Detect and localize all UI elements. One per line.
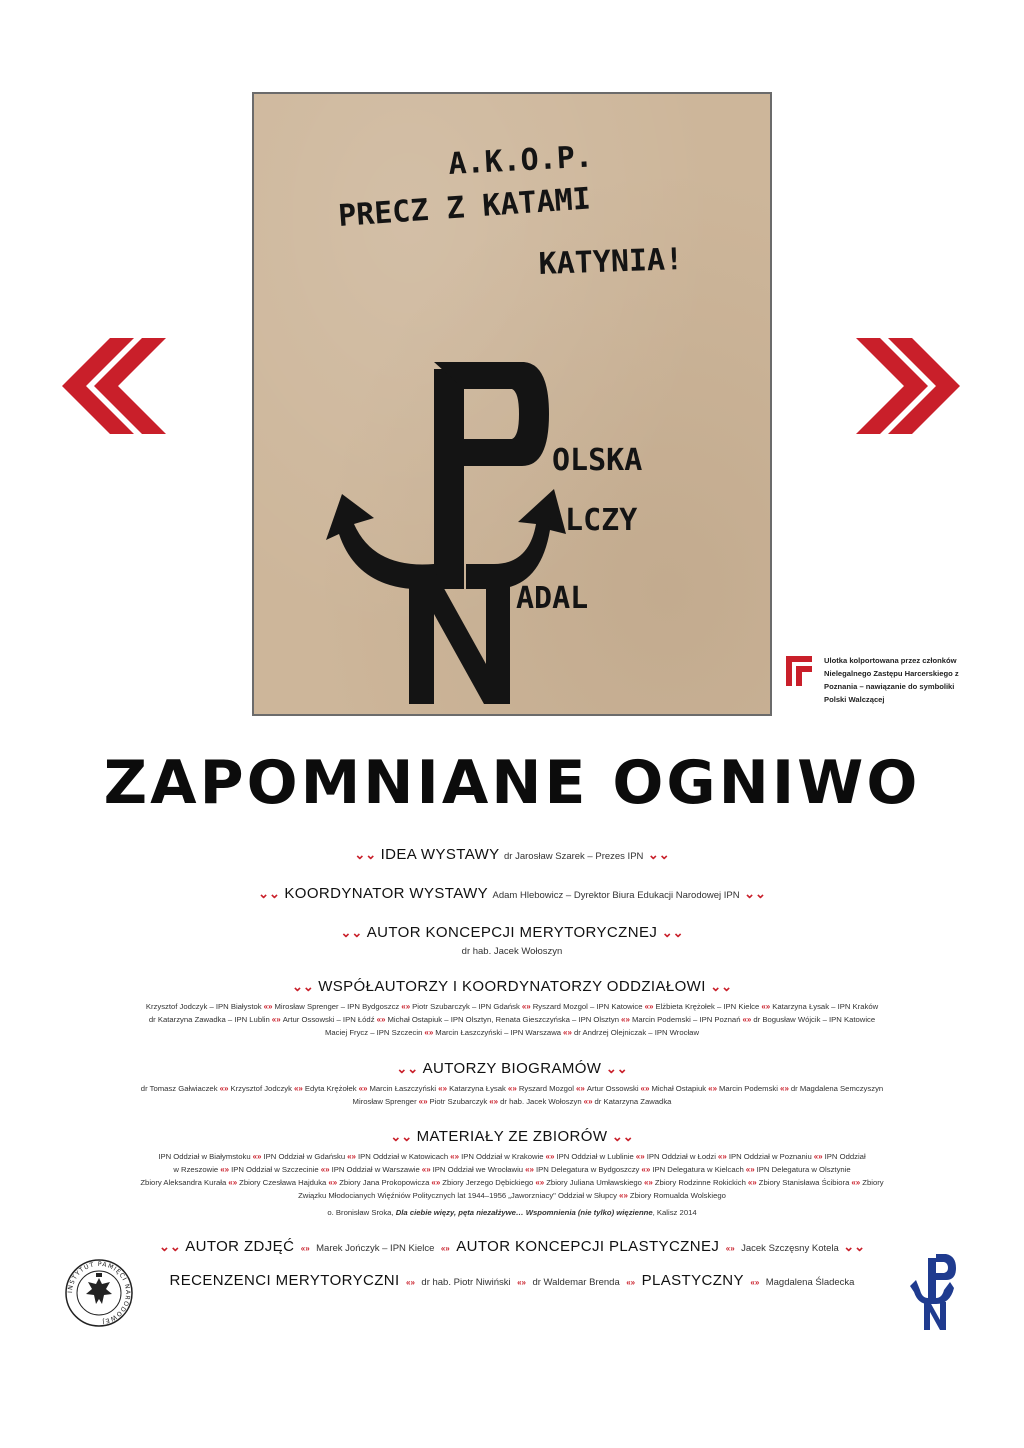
credit-label: KOORDYNATOR WYSTAWY bbox=[284, 885, 489, 902]
credit-value: dr hab. Jacek Wołoszyn bbox=[461, 946, 563, 957]
credit-value: Magdalena Śladecka bbox=[765, 1277, 855, 1288]
credit-list-item: dr Katarzyna Zawadka bbox=[594, 1097, 672, 1106]
credit-list-line bbox=[60, 1176, 964, 1189]
credits-block bbox=[60, 978, 964, 1039]
credit-label: AUTOR KONCEPCJI MERYTORYCZNEJ bbox=[366, 924, 658, 941]
credit-value: Marek Jończyk – IPN Kielce bbox=[316, 1243, 435, 1254]
credit-value: Jacek Szczęsny Kotela bbox=[741, 1243, 839, 1254]
credit-list-item: Katarzyna Łysak bbox=[449, 1084, 506, 1093]
credit-label: WSPÓŁAUTORZY I KOORDYNATORZY ODDZIAŁOWI bbox=[318, 978, 706, 995]
double-chevron-right-icon bbox=[856, 338, 960, 434]
double-angle-separator-icon: «» bbox=[619, 1191, 628, 1200]
double-angle-separator-icon: «» bbox=[742, 1015, 752, 1024]
credit-list-line bbox=[60, 1163, 964, 1176]
double-angle-separator-icon: «» bbox=[431, 1178, 441, 1187]
credit-value: dr Jarosław Szarek – Prezes IPN bbox=[504, 851, 644, 862]
double-angle-separator-icon: «» bbox=[813, 1152, 823, 1161]
credit-list-item: IPN Delegatura w Bydgoszczy bbox=[536, 1165, 640, 1174]
credit-list-item: dr Bogusław Wójcik – IPN Katowice bbox=[753, 1015, 876, 1024]
chevron-down-icon: ⌄⌄ bbox=[744, 886, 766, 901]
double-angle-separator-icon: «» bbox=[219, 1084, 229, 1093]
credit-list-item: Zbiory Rodzinne Rokickich bbox=[654, 1178, 746, 1187]
leaflet-image bbox=[252, 92, 772, 716]
double-angle-separator-icon: «» bbox=[725, 1244, 735, 1253]
chevron-down-icon: ⌄⌄ bbox=[340, 925, 363, 940]
double-angle-separator-icon: «» bbox=[418, 1097, 428, 1106]
double-angle-separator-icon: «» bbox=[438, 1084, 448, 1093]
leaflet-header-line: KATYNIA! bbox=[538, 241, 684, 282]
biographies-list bbox=[60, 1082, 964, 1108]
credit-list-item: IPN Oddział w Gdańsku bbox=[263, 1152, 346, 1161]
previous-button[interactable] bbox=[62, 338, 166, 434]
credit-list-item: dr Andrzej Olejniczak – IPN Wrocław bbox=[573, 1028, 699, 1037]
double-angle-separator-icon: «» bbox=[293, 1084, 303, 1093]
credit-list-item: Zbiory Aleksandra Kurała bbox=[140, 1178, 227, 1187]
double-angle-separator-icon: «» bbox=[545, 1152, 555, 1161]
credit-list-item: Zbiory Juliana Umławskiego bbox=[546, 1178, 642, 1187]
credit-list-item: dr Katarzyna Zawadka – IPN Lublin bbox=[148, 1015, 270, 1024]
double-angle-separator-icon: «» bbox=[440, 1244, 450, 1253]
credit-list-item: Michał Ostapiuk bbox=[651, 1084, 707, 1093]
credit-list-item: Mirosław Sprenger bbox=[352, 1097, 417, 1106]
credit-list-item: Marcin Łaszczyński – IPN Warszawa bbox=[435, 1028, 562, 1037]
credit-list-item: Związku Młodocianych Więźniów Politycznych lat 1944–1956 „Jaworzniacy" Oddział w Słupcy bbox=[298, 1191, 617, 1200]
credit-list-item: Piotr Szubarczyk – IPN Gdańsk bbox=[412, 1002, 520, 1011]
credit-list-item: IPN Oddział w Szczecinie bbox=[231, 1165, 319, 1174]
double-angle-separator-icon: «» bbox=[252, 1152, 262, 1161]
credit-list-item: IPN Oddział bbox=[824, 1152, 866, 1161]
credit-reviewers bbox=[60, 1272, 964, 1290]
credit-photos-plastic bbox=[60, 1238, 964, 1256]
leaflet-motto-line: ADAL bbox=[516, 581, 589, 616]
leaflet-header-line: A.K.O.P. bbox=[447, 139, 594, 182]
credit-list-item: Artur Ossowski – IPN Łódź bbox=[282, 1015, 375, 1024]
credit-list-item: Zbiory Stanisława Ścibiora bbox=[758, 1178, 850, 1187]
double-angle-separator-icon: «» bbox=[851, 1178, 861, 1187]
credit-list-line bbox=[60, 1013, 964, 1026]
credit-list-line bbox=[60, 1000, 964, 1013]
quote-suffix: , Kalisz 2014 bbox=[652, 1208, 697, 1217]
credit-list-item: Zbiory Czesława Hajduka bbox=[239, 1178, 327, 1187]
credit-label: AUTORZY BIOGRAMÓW bbox=[422, 1060, 602, 1077]
credit-list-line bbox=[60, 1095, 964, 1108]
credit-label: IDEA WYSTAWY bbox=[380, 846, 500, 863]
credit-list-item: Marcin Łaszczyński bbox=[369, 1084, 437, 1093]
double-angle-separator-icon: «» bbox=[421, 1165, 431, 1174]
chevron-down-icon: ⌄⌄ bbox=[258, 886, 280, 901]
double-angle-separator-icon: «» bbox=[450, 1152, 460, 1161]
leaflet-motto-line: OLSKA bbox=[552, 443, 643, 478]
double-angle-separator-icon: «» bbox=[640, 1084, 650, 1093]
double-angle-separator-icon: «» bbox=[644, 1002, 654, 1011]
credit-label: MATERIAŁY ZE ZBIORÓW bbox=[416, 1128, 608, 1145]
chevron-down-icon: ⌄⌄ bbox=[661, 925, 684, 940]
caption-corner-icon bbox=[786, 656, 812, 686]
chevron-down-icon: ⌄⌄ bbox=[605, 1061, 628, 1076]
credit-value: dr Waldemar Brenda bbox=[532, 1277, 620, 1288]
double-angle-separator-icon: «» bbox=[521, 1002, 531, 1011]
double-angle-separator-icon: «» bbox=[401, 1002, 411, 1011]
anchor-symbol bbox=[326, 362, 566, 704]
credit-list-item: Michał Ostapiuk – IPN Olsztyn, Renata Gieszczyńska – IPN Olsztyn bbox=[387, 1015, 620, 1024]
double-angle-separator-icon: «» bbox=[583, 1097, 593, 1106]
eagle-seal-icon bbox=[64, 1258, 134, 1328]
credit-label: AUTOR KONCEPCJI PLASTYCZNEJ bbox=[456, 1238, 720, 1255]
chevron-down-icon: ⌄⌄ bbox=[396, 1061, 419, 1076]
credit-list-item: IPN Oddział w Krakowie bbox=[461, 1152, 544, 1161]
double-angle-separator-icon: «» bbox=[358, 1084, 368, 1093]
exhibition-title: ZAPOMNIANE OGNIWO bbox=[103, 748, 921, 818]
credit-list-item: IPN Oddział w Warszawie bbox=[331, 1165, 420, 1174]
credit-list-line bbox=[60, 1082, 964, 1095]
double-angle-separator-icon: «» bbox=[575, 1084, 585, 1093]
credit-list-item: Marcin Podemski bbox=[719, 1084, 778, 1093]
double-angle-separator-icon: «» bbox=[220, 1165, 230, 1174]
credits-block bbox=[60, 1272, 964, 1290]
double-angle-separator-icon: «» bbox=[328, 1178, 338, 1187]
credit-list-item: Edyta Krężołek bbox=[304, 1084, 357, 1093]
credit-concept bbox=[60, 924, 964, 942]
credit-list-item: IPN Oddział w Łodzi bbox=[646, 1152, 716, 1161]
leaflet-motto-line: ALCZY bbox=[547, 503, 638, 538]
credit-list-item: IPN Oddział w Katowicach bbox=[358, 1152, 449, 1161]
credit-list-item: dr hab. Jacek Wołoszyn bbox=[500, 1097, 582, 1106]
double-angle-separator-icon: «» bbox=[406, 1278, 415, 1287]
leaflet-header-line: PRECZ Z KATAMI bbox=[337, 181, 592, 234]
svg-text:INSTYTUT PAMIĘCI NARODOWEJ: INSTYTUT PAMIĘCI NARODOWEJ bbox=[66, 1260, 132, 1325]
chevron-down-icon: ⌄⌄ bbox=[291, 979, 314, 994]
double-angle-separator-icon: «» bbox=[621, 1015, 630, 1024]
double-angle-separator-icon: «» bbox=[780, 1084, 789, 1093]
credit-list-item: IPN Oddział we Wrocławiu bbox=[432, 1165, 524, 1174]
double-angle-separator-icon: «» bbox=[745, 1165, 755, 1174]
double-angle-separator-icon: «» bbox=[517, 1278, 526, 1287]
coauthors-list bbox=[60, 1000, 964, 1039]
leaflet-artwork bbox=[254, 94, 770, 714]
credits-block bbox=[60, 885, 964, 903]
credit-list-item: w Rzeszowie bbox=[173, 1165, 219, 1174]
credits-block bbox=[60, 1238, 964, 1256]
credit-list-item: Krzysztof Jodczyk bbox=[230, 1084, 292, 1093]
credit-list-item: IPN Oddział w Poznaniu bbox=[728, 1152, 812, 1161]
credit-label: AUTOR ZDJĘĆ bbox=[185, 1238, 295, 1255]
credit-value: Adam Hlebowicz – Dyrektor Biura Edukacji Narodowej IPN bbox=[492, 890, 740, 901]
credit-list-item: IPN Oddział w Lublinie bbox=[556, 1152, 634, 1161]
credits-block bbox=[60, 1128, 964, 1219]
chevron-down-icon: ⌄⌄ bbox=[390, 1129, 413, 1144]
double-angle-separator-icon: «» bbox=[424, 1028, 434, 1037]
quote-source bbox=[60, 1206, 964, 1219]
credit-biographies bbox=[60, 1060, 964, 1078]
credit-idea bbox=[60, 846, 964, 864]
double-angle-separator-icon: «» bbox=[708, 1084, 718, 1093]
chevron-down-icon: ⌄⌄ bbox=[354, 847, 377, 862]
credit-materials bbox=[60, 1128, 964, 1146]
credit-list-item: Ryszard Mozgol bbox=[518, 1084, 574, 1093]
credit-label: RECENZENCI MERYTORYCZNI bbox=[169, 1272, 400, 1289]
double-angle-separator-icon: «» bbox=[626, 1278, 636, 1287]
double-angle-separator-icon: «» bbox=[271, 1015, 281, 1024]
credit-list-item: Katarzyna Łysak – IPN Kraków bbox=[772, 1002, 879, 1011]
double-angle-separator-icon: «» bbox=[376, 1015, 386, 1024]
polska-walczaca-icon bbox=[906, 1252, 962, 1332]
chevron-down-icon: ⌄⌄ bbox=[647, 847, 670, 862]
double-angle-separator-icon: «» bbox=[320, 1165, 330, 1174]
credit-list-item: Piotr Szubarczyk bbox=[429, 1097, 488, 1106]
credit-list-item: Zbiory Jana Prokopowicza bbox=[339, 1178, 430, 1187]
credit-list-item: Maciej Frycz – IPN Szczecin bbox=[324, 1028, 423, 1037]
double-angle-separator-icon: «» bbox=[507, 1084, 517, 1093]
double-angle-separator-icon: «» bbox=[750, 1278, 760, 1287]
double-angle-separator-icon: «» bbox=[489, 1097, 499, 1106]
credit-list-item: dr Magdalena Semczyszyn bbox=[790, 1084, 884, 1093]
chevron-down-icon: ⌄⌄ bbox=[843, 1239, 866, 1254]
double-angle-separator-icon: «» bbox=[643, 1178, 653, 1187]
double-angle-separator-icon: «» bbox=[300, 1244, 310, 1253]
chevron-down-icon: ⌄⌄ bbox=[158, 1239, 181, 1254]
credit-list-item: dr Tomasz Gałwiaczek bbox=[140, 1084, 218, 1093]
credit-list-item: IPN Oddział w Białymstoku bbox=[158, 1152, 251, 1161]
credit-list-item: IPN Delegatura w Olsztynie bbox=[756, 1165, 851, 1174]
credit-list-item: Zbiory Romualda Wolskiego bbox=[629, 1191, 726, 1200]
double-angle-separator-icon: «» bbox=[747, 1178, 757, 1187]
credit-list-item: Zbiory bbox=[862, 1178, 884, 1187]
double-angle-separator-icon: «» bbox=[347, 1152, 357, 1161]
credit-list-item: Elżbieta Krężołek – IPN Kielce bbox=[655, 1002, 760, 1011]
double-angle-separator-icon: «» bbox=[263, 1002, 273, 1011]
credit-label: PLASTYCZNY bbox=[641, 1272, 744, 1289]
double-angle-separator-icon: «» bbox=[228, 1178, 238, 1187]
credit-coauthors bbox=[60, 978, 964, 996]
chevron-down-icon: ⌄⌄ bbox=[710, 979, 733, 994]
caption-text: Ulotka kolportowana przez członków Nielegalnego Zastępu Harcerskiego z Poznania – nawiązanie do symboliki Polski Walczącej bbox=[824, 656, 959, 704]
double-angle-separator-icon: «» bbox=[525, 1165, 534, 1174]
double-chevron-left-icon bbox=[62, 338, 166, 434]
credit-list-line bbox=[60, 1150, 964, 1163]
credit-list-item: Marcin Podemski – IPN Poznań bbox=[631, 1015, 741, 1024]
quote-title: Dla ciebie więzy, pęta niezałżywe… Wspomnienia (nie tylko) więzienne bbox=[395, 1208, 653, 1217]
chevron-down-icon: ⌄⌄ bbox=[611, 1129, 634, 1144]
double-angle-separator-icon: «» bbox=[563, 1028, 572, 1037]
credit-list-item: Ryszard Mozgol – IPN Katowice bbox=[532, 1002, 643, 1011]
double-angle-separator-icon: «» bbox=[635, 1152, 645, 1161]
double-angle-separator-icon: «» bbox=[641, 1165, 651, 1174]
credits-block bbox=[60, 1060, 964, 1108]
credit-list-item: Zbiory Jerzego Dębickiego bbox=[442, 1178, 534, 1187]
credit-list-item: IPN Delegatura w Kielcach bbox=[652, 1165, 744, 1174]
double-angle-separator-icon: «» bbox=[717, 1152, 727, 1161]
double-angle-separator-icon: «» bbox=[535, 1178, 545, 1187]
credits-block bbox=[60, 924, 964, 957]
credits-block bbox=[60, 846, 964, 864]
double-angle-separator-icon: «» bbox=[761, 1002, 771, 1011]
credit-list-line bbox=[60, 1026, 964, 1039]
credit-list-item: Artur Ossowski bbox=[586, 1084, 639, 1093]
credit-value: dr hab. Piotr Niwiński bbox=[421, 1277, 511, 1288]
next-button[interactable] bbox=[856, 338, 960, 434]
credit-list-item: Mirosław Sprenger – IPN Bydgoszcz bbox=[274, 1002, 400, 1011]
quote-prefix: o. Bronisław Sroka, bbox=[327, 1208, 394, 1217]
credit-list-line bbox=[60, 1189, 964, 1202]
credit-list-item: Krzysztof Jodczyk – IPN Białystok bbox=[145, 1002, 262, 1011]
materials-list bbox=[60, 1150, 964, 1202]
credit-coordinator bbox=[60, 885, 964, 903]
